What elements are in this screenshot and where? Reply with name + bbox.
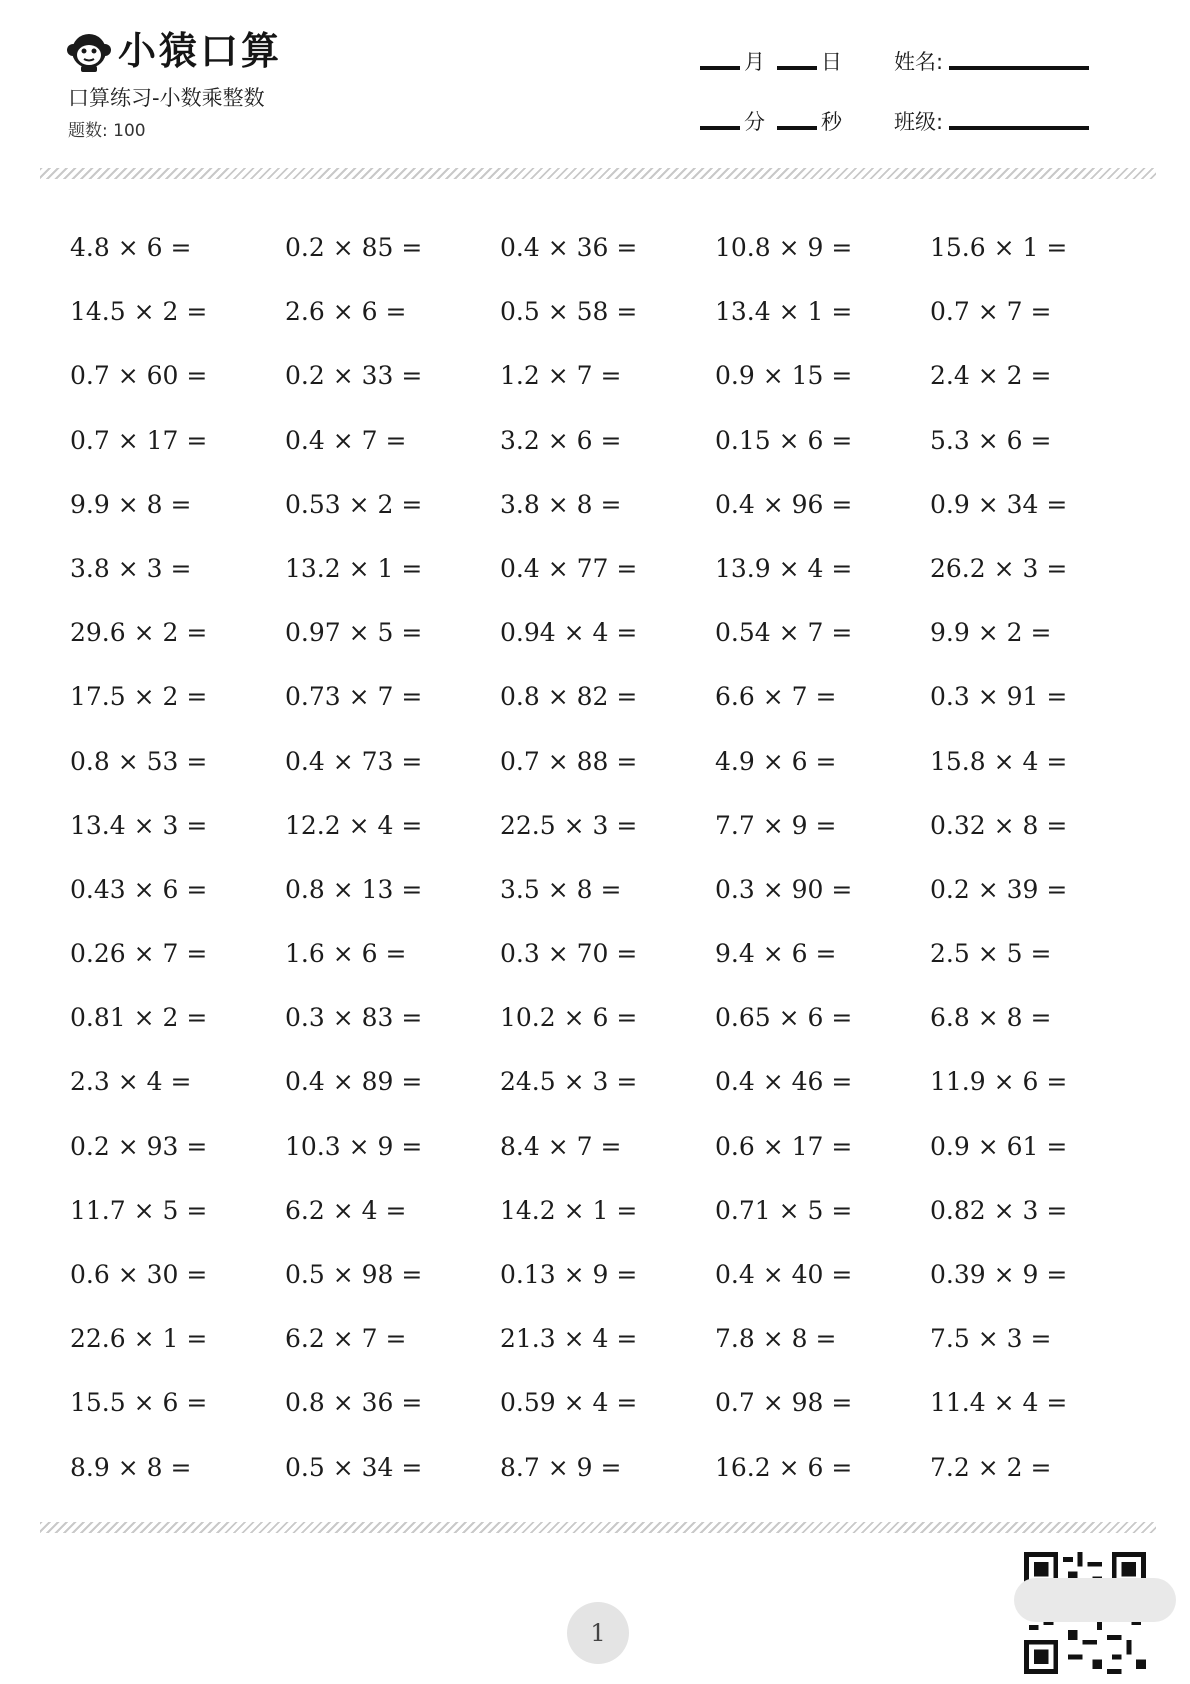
- problem-item: 0.4 × 89 =: [285, 1067, 423, 1097]
- minute-blank[interactable]: [700, 126, 740, 130]
- problem-item: 6.2 × 7 =: [285, 1324, 407, 1354]
- problem-item: 0.3 × 90 =: [715, 874, 853, 904]
- problem-item: 0.8 × 36 =: [285, 1388, 423, 1418]
- brand: [66, 28, 282, 74]
- problem-item: 0.53 × 2 =: [285, 489, 423, 519]
- class-blank[interactable]: [949, 126, 1089, 130]
- problem-item: 15.6 × 1 =: [930, 233, 1068, 262]
- problem-item: 1.2 × 7 =: [500, 361, 622, 391]
- problem-item: 14.2 × 1 =: [500, 1195, 638, 1225]
- problem-item: 8.7 × 9 =: [500, 1452, 622, 1482]
- problem-item: 0.54 × 7 =: [715, 618, 853, 648]
- problem-item: 0.4 × 46 =: [715, 1067, 853, 1097]
- problem-item: 0.15 × 6 =: [715, 425, 853, 455]
- brand-name: 小猿口算: [118, 29, 283, 73]
- name-field: [894, 46, 1089, 76]
- problem-item: 16.2 × 6 =: [715, 1452, 853, 1482]
- problem-item: 3.8 × 3 =: [70, 553, 192, 583]
- problem-item: 5.3 × 6 =: [930, 425, 1052, 455]
- date-fields: [700, 46, 854, 76]
- minute-label: 分: [744, 110, 765, 134]
- problem-item: 0.7 × 60 =: [70, 361, 208, 391]
- problem-item: 0.5 × 34 =: [285, 1452, 423, 1482]
- problem-item: 22.6 × 1 =: [70, 1324, 208, 1354]
- problem-item: 14.5 × 2 =: [70, 297, 208, 327]
- time-fields: [700, 106, 854, 136]
- problem-item: 0.81 × 2 =: [70, 1003, 208, 1033]
- problem-item: 0.2 × 39 =: [930, 874, 1068, 904]
- problem-item: 29.6 × 2 =: [70, 618, 208, 648]
- problem-item: 0.7 × 88 =: [500, 746, 638, 776]
- problem-item: 0.2 × 33 =: [285, 361, 423, 391]
- problem-item: 7.2 × 2 =: [930, 1452, 1052, 1482]
- problem-item: 1.6 × 6 =: [285, 939, 407, 969]
- problem-grid: [70, 216, 1150, 1500]
- problem-item: 0.4 × 77 =: [500, 553, 638, 583]
- problem-item: 0.6 × 17 =: [715, 1131, 853, 1161]
- problem-item: 0.73 × 7 =: [285, 682, 423, 712]
- problem-item: 0.9 × 34 =: [930, 489, 1068, 519]
- bottom-divider: [40, 1522, 1156, 1533]
- class-label: 班级:: [894, 110, 944, 134]
- problem-item: 0.2 × 85 =: [285, 233, 423, 262]
- problem-item: 7.7 × 9 =: [715, 810, 837, 840]
- top-divider: [40, 168, 1156, 179]
- redaction-patch: [1014, 1578, 1176, 1622]
- problem-count: 题数: 100: [68, 121, 146, 141]
- problem-item: 0.8 × 53 =: [70, 746, 208, 776]
- problem-item: 0.4 × 7 =: [285, 425, 407, 455]
- problem-item: 0.71 × 5 =: [715, 1195, 853, 1225]
- problem-item: 9.4 × 6 =: [715, 939, 837, 969]
- problem-item: 0.4 × 73 =: [285, 746, 423, 776]
- problem-item: 0.13 × 9 =: [500, 1260, 638, 1289]
- problem-item: 0.7 × 7 =: [930, 297, 1052, 327]
- problem-item: 0.6 × 30 =: [70, 1260, 208, 1289]
- problem-item: 9.9 × 2 =: [930, 618, 1052, 648]
- problem-item: 0.3 × 83 =: [285, 1003, 423, 1033]
- problem-item: 2.5 × 5 =: [930, 939, 1052, 969]
- problem-item: 0.65 × 6 =: [715, 1003, 853, 1033]
- problem-item: 12.2 × 4 =: [285, 810, 423, 840]
- second-blank[interactable]: [777, 126, 817, 130]
- monkey-face-icon: [66, 28, 112, 74]
- problem-item: 0.7 × 98 =: [715, 1388, 853, 1418]
- day-label: 日: [821, 50, 842, 74]
- problem-item: 4.8 × 6 =: [70, 233, 192, 262]
- problem-item: 0.43 × 6 =: [70, 874, 208, 904]
- problem-item: 0.59 × 4 =: [500, 1388, 638, 1418]
- problem-item: 15.8 × 4 =: [930, 746, 1068, 776]
- worksheet-title: 口算练习-小数乘整数: [68, 86, 265, 110]
- problem-item: 11.4 × 4 =: [930, 1388, 1068, 1418]
- class-field: [894, 106, 1089, 136]
- problem-item: 2.6 × 6 =: [285, 297, 407, 327]
- problem-item: 0.97 × 5 =: [285, 618, 423, 648]
- day-blank[interactable]: [777, 66, 817, 70]
- problem-item: 11.7 × 5 =: [70, 1195, 208, 1225]
- problem-item: 0.3 × 91 =: [930, 682, 1068, 712]
- problem-item: 0.82 × 3 =: [930, 1195, 1068, 1225]
- month-label: 月: [744, 50, 765, 74]
- problem-item: 8.9 × 8 =: [70, 1452, 192, 1482]
- problem-item: 24.5 × 3 =: [500, 1067, 638, 1097]
- problem-item: 6.8 × 8 =: [930, 1003, 1052, 1033]
- problem-item: 0.9 × 15 =: [715, 361, 853, 391]
- problem-item: 10.2 × 6 =: [500, 1003, 638, 1033]
- problem-item: 0.8 × 13 =: [285, 874, 423, 904]
- problem-item: 6.2 × 4 =: [285, 1195, 407, 1225]
- problem-item: 2.4 × 2 =: [930, 361, 1052, 391]
- name-blank[interactable]: [949, 66, 1089, 70]
- problem-item: 10.8 × 9 =: [715, 233, 853, 262]
- second-label: 秒: [821, 110, 842, 134]
- problem-item: 21.3 × 4 =: [500, 1324, 638, 1354]
- problem-item: 15.5 × 6 =: [70, 1388, 208, 1418]
- problem-item: 0.7 × 17 =: [70, 425, 208, 455]
- problem-item: 3.2 × 6 =: [500, 425, 622, 455]
- problem-item: 17.5 × 2 =: [70, 682, 208, 712]
- problem-item: 2.3 × 4 =: [70, 1067, 192, 1097]
- problem-item: 11.9 × 6 =: [930, 1067, 1068, 1097]
- problem-item: 26.2 × 3 =: [930, 553, 1068, 583]
- problem-item: 0.3 × 70 =: [500, 939, 638, 969]
- problem-item: 3.5 × 8 =: [500, 874, 622, 904]
- problem-item: 0.5 × 58 =: [500, 297, 638, 327]
- problem-item: 0.39 × 9 =: [930, 1260, 1068, 1289]
- problem-item: 3.8 × 8 =: [500, 489, 622, 519]
- problem-item: 0.4 × 36 =: [500, 233, 638, 262]
- problem-item: 0.8 × 82 =: [500, 682, 638, 712]
- problem-item: 0.26 × 7 =: [70, 939, 208, 969]
- problem-item: 7.8 × 8 =: [715, 1324, 837, 1354]
- problem-item: 10.3 × 9 =: [285, 1131, 423, 1161]
- problem-item: 0.4 × 40 =: [715, 1260, 853, 1289]
- problem-item: 8.4 × 7 =: [500, 1131, 622, 1161]
- problem-item: 0.2 × 93 =: [70, 1131, 208, 1161]
- month-blank[interactable]: [700, 66, 740, 70]
- problem-item: 0.94 × 4 =: [500, 618, 638, 648]
- problem-item: 13.9 × 4 =: [715, 553, 853, 583]
- problem-item: 7.5 × 3 =: [930, 1324, 1052, 1354]
- problem-item: 13.4 × 1 =: [715, 297, 853, 327]
- problem-item: 13.4 × 3 =: [70, 810, 208, 840]
- problem-item: 0.5 × 98 =: [285, 1260, 423, 1289]
- name-label: 姓名:: [894, 50, 944, 74]
- page-number: 1: [567, 1602, 629, 1664]
- problem-item: 0.4 × 96 =: [715, 489, 853, 519]
- problem-item: 13.2 × 1 =: [285, 553, 423, 583]
- problem-item: 9.9 × 8 =: [70, 489, 192, 519]
- problem-item: 22.5 × 3 =: [500, 810, 638, 840]
- problem-item: 4.9 × 6 =: [715, 746, 837, 776]
- problem-item: 0.32 × 8 =: [930, 810, 1068, 840]
- problem-item: 6.6 × 7 =: [715, 682, 837, 712]
- problem-item: 0.9 × 61 =: [930, 1131, 1068, 1161]
